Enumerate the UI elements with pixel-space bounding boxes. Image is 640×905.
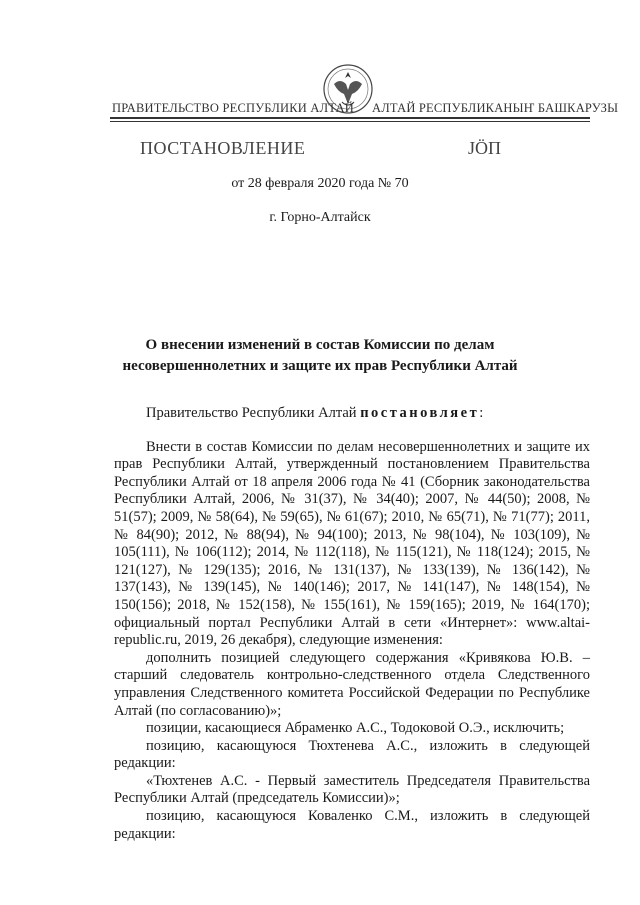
intro-lead: Правительство Республики Алтай (146, 405, 361, 421)
body-paragraph: Внести в состав Комиссии по делам несовершеннолетних и защите их прав Республики Алтай, утвержденный постановлением Правительства Республики Алтай от 18 апреля 2006 года № 41 (Сборник законодательства Республики Алтай, 2006, № 31(37), № 34(40); 2007, № 44(50); 2008, № 51(57); 2009, № 58(64), № 59(65), № 61(67); 2010, № 65(71), № 71(77); 2011, № 84(90); 2012, № 88(94), № 94(100); 2013, № 98(104), № 103(109), № 105(111), № 106(112); 2014, № 112(118), № 115(121), № 118(124); 2015, № 121(127), № 129(135); 2016, № 131(137), № 133(139), № 136(142), № 137(143), № 139(145), № 140(146); 2017, № 141(147), № 148(154), № 150(156); 2018, № 152(158), № 155(161), № 159(165); 2019, № 164(170); официальный портал Республики Алтай в сети «Интернет»: www.altai-republic.ru, 2019, 26 декабря), следующие изменения: (114, 438, 590, 649)
intro-verb: постановляет (360, 405, 480, 421)
title-line-2: несовершеннолетних и защите их прав Республики Алтай (122, 358, 518, 374)
body-paragraph: позицию, касающуюся Коваленко С.М., изложить в следующей редакции: (114, 808, 590, 842)
document-body (114, 405, 590, 843)
city: г. Горно-Алтайск (269, 210, 371, 225)
header-org-left: ПРАВИТЕЛЬСТВО РЕСПУБЛИКИ АЛТАЙ (112, 101, 354, 115)
title-line-1: О внесении изменений в состав Комиссии по делам (145, 337, 495, 353)
document-title (100, 335, 540, 377)
header-rule-thin (110, 121, 590, 122)
date-number: от 28 февраля 2020 года № 70 (231, 176, 409, 191)
body-paragraph: позиции, касающиеся Абраменко А.С., Тодоковой О.Э., исключить; (146, 720, 565, 737)
body-paragraph: дополнить позицией следующего содержания «Кривякова Ю.В. – старший следователь контрольно-следственного отдела Следственного управления Следственного комитета Российской Федерации по Республике Алтай (по согласованию)»; (114, 649, 590, 719)
intro-tail: : (479, 405, 484, 421)
document-type: ПОСТАНОВЛЕНИЕ (140, 138, 306, 158)
body-paragraph: позицию, касающуюся Тюхтенева А.С., изложить в следующей редакции: (114, 737, 590, 772)
intro-paragraph (114, 405, 590, 423)
body-paragraph: «Тюхтенев А.С. - Первый заместитель Председателя Правительства Республики Алтай (председатель Комиссии)»; (114, 772, 590, 807)
document-type-altai: ЈӦП (468, 138, 502, 158)
header-org-right: АЛТАЙ РЕСПУБЛИКАНЫҤ БАШКАРУЗЫ (372, 101, 619, 115)
header-rule (110, 117, 590, 119)
